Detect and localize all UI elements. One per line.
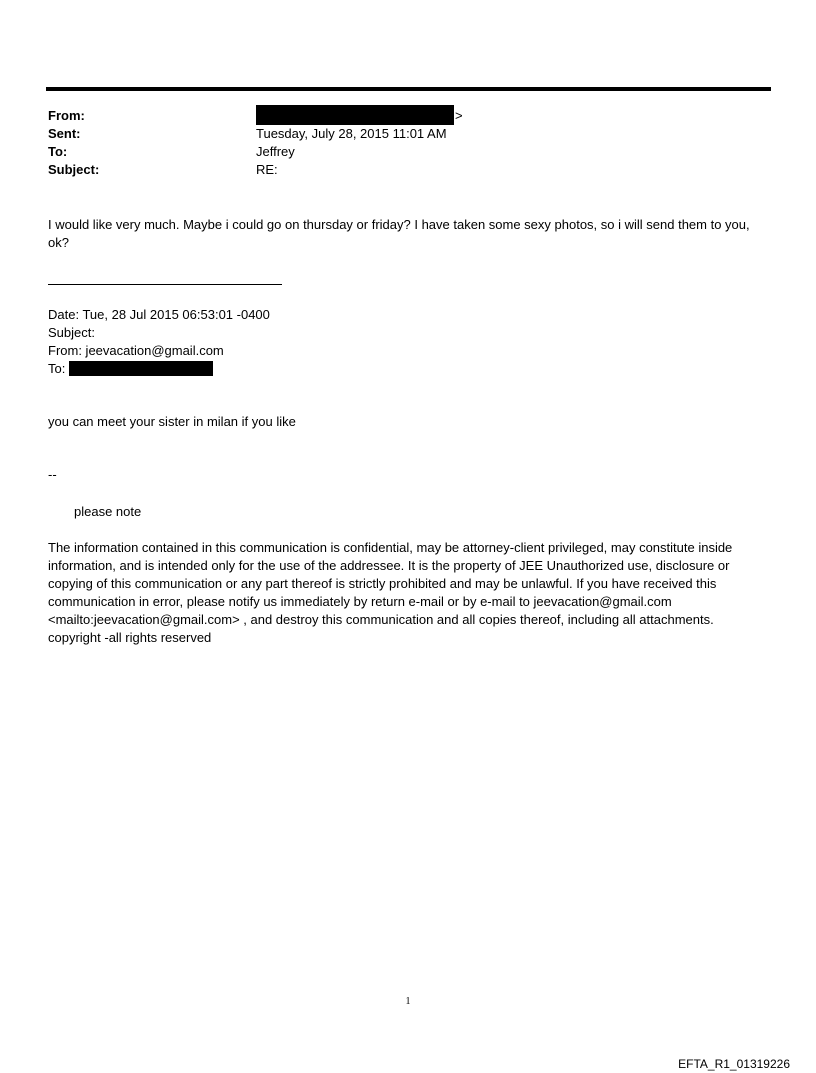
from-row (48, 107, 748, 125)
quoted-subject: Subject: (48, 325, 95, 340)
confidentiality-disclaimer: The information contained in this communication is confidential, may be attorney-client privileged, may constitute inside information, and is intended only for the use of the addressee. It is the property of JEE Unauthorized use, disclosure or copying of this communication or any part thereof is strictly prohibited and may be unlawful. If you have received this communication in error, please notify us immediately by return e-mail or by e-mail to jeevacation@gmail.com <mailto:jeevacation@gmail.com> , and destroy this communication and all copies thereof, including all attachments. copyright -all rights reserved (48, 540, 733, 645)
email-header (48, 107, 748, 179)
subject-row (48, 161, 748, 179)
quoted-from: From: jeevacation@gmail.com (48, 343, 224, 358)
to-label: To: (48, 144, 68, 159)
signature-dashes: -- (48, 467, 57, 482)
quoted-date: Date: Tue, 28 Jul 2015 06:53:01 -0400 (48, 307, 270, 322)
document-id: EFTA_R1_01319226 (678, 1057, 790, 1071)
to-value: Jeffrey (256, 144, 295, 159)
quoted-to (48, 360, 758, 378)
please-note: please note (74, 504, 142, 519)
from-label: From: (48, 108, 85, 123)
page-number: 1 (405, 996, 411, 1007)
subject-label: Subject: (48, 162, 100, 177)
sent-row (48, 125, 748, 143)
sent-label: Sent: (48, 126, 81, 141)
email-body: I would like very much. Maybe i could go on thursday or friday? I have taken some sexy photos, so i will send them to you, ok? (48, 217, 750, 250)
from-suffix: > (455, 108, 463, 123)
subject-value: RE: (256, 162, 278, 177)
sent-value: Tuesday, July 28, 2015 11:01 AM (256, 126, 447, 141)
quote-separator (48, 284, 282, 285)
quoted-to-label: To: (48, 361, 66, 376)
redaction-block (69, 361, 213, 376)
redaction-block (256, 105, 454, 125)
quoted-header (48, 306, 758, 378)
from-value (256, 107, 748, 125)
header-rule (46, 87, 771, 91)
to-row (48, 143, 748, 161)
quoted-message: you can meet your sister in milan if you like (48, 414, 296, 429)
